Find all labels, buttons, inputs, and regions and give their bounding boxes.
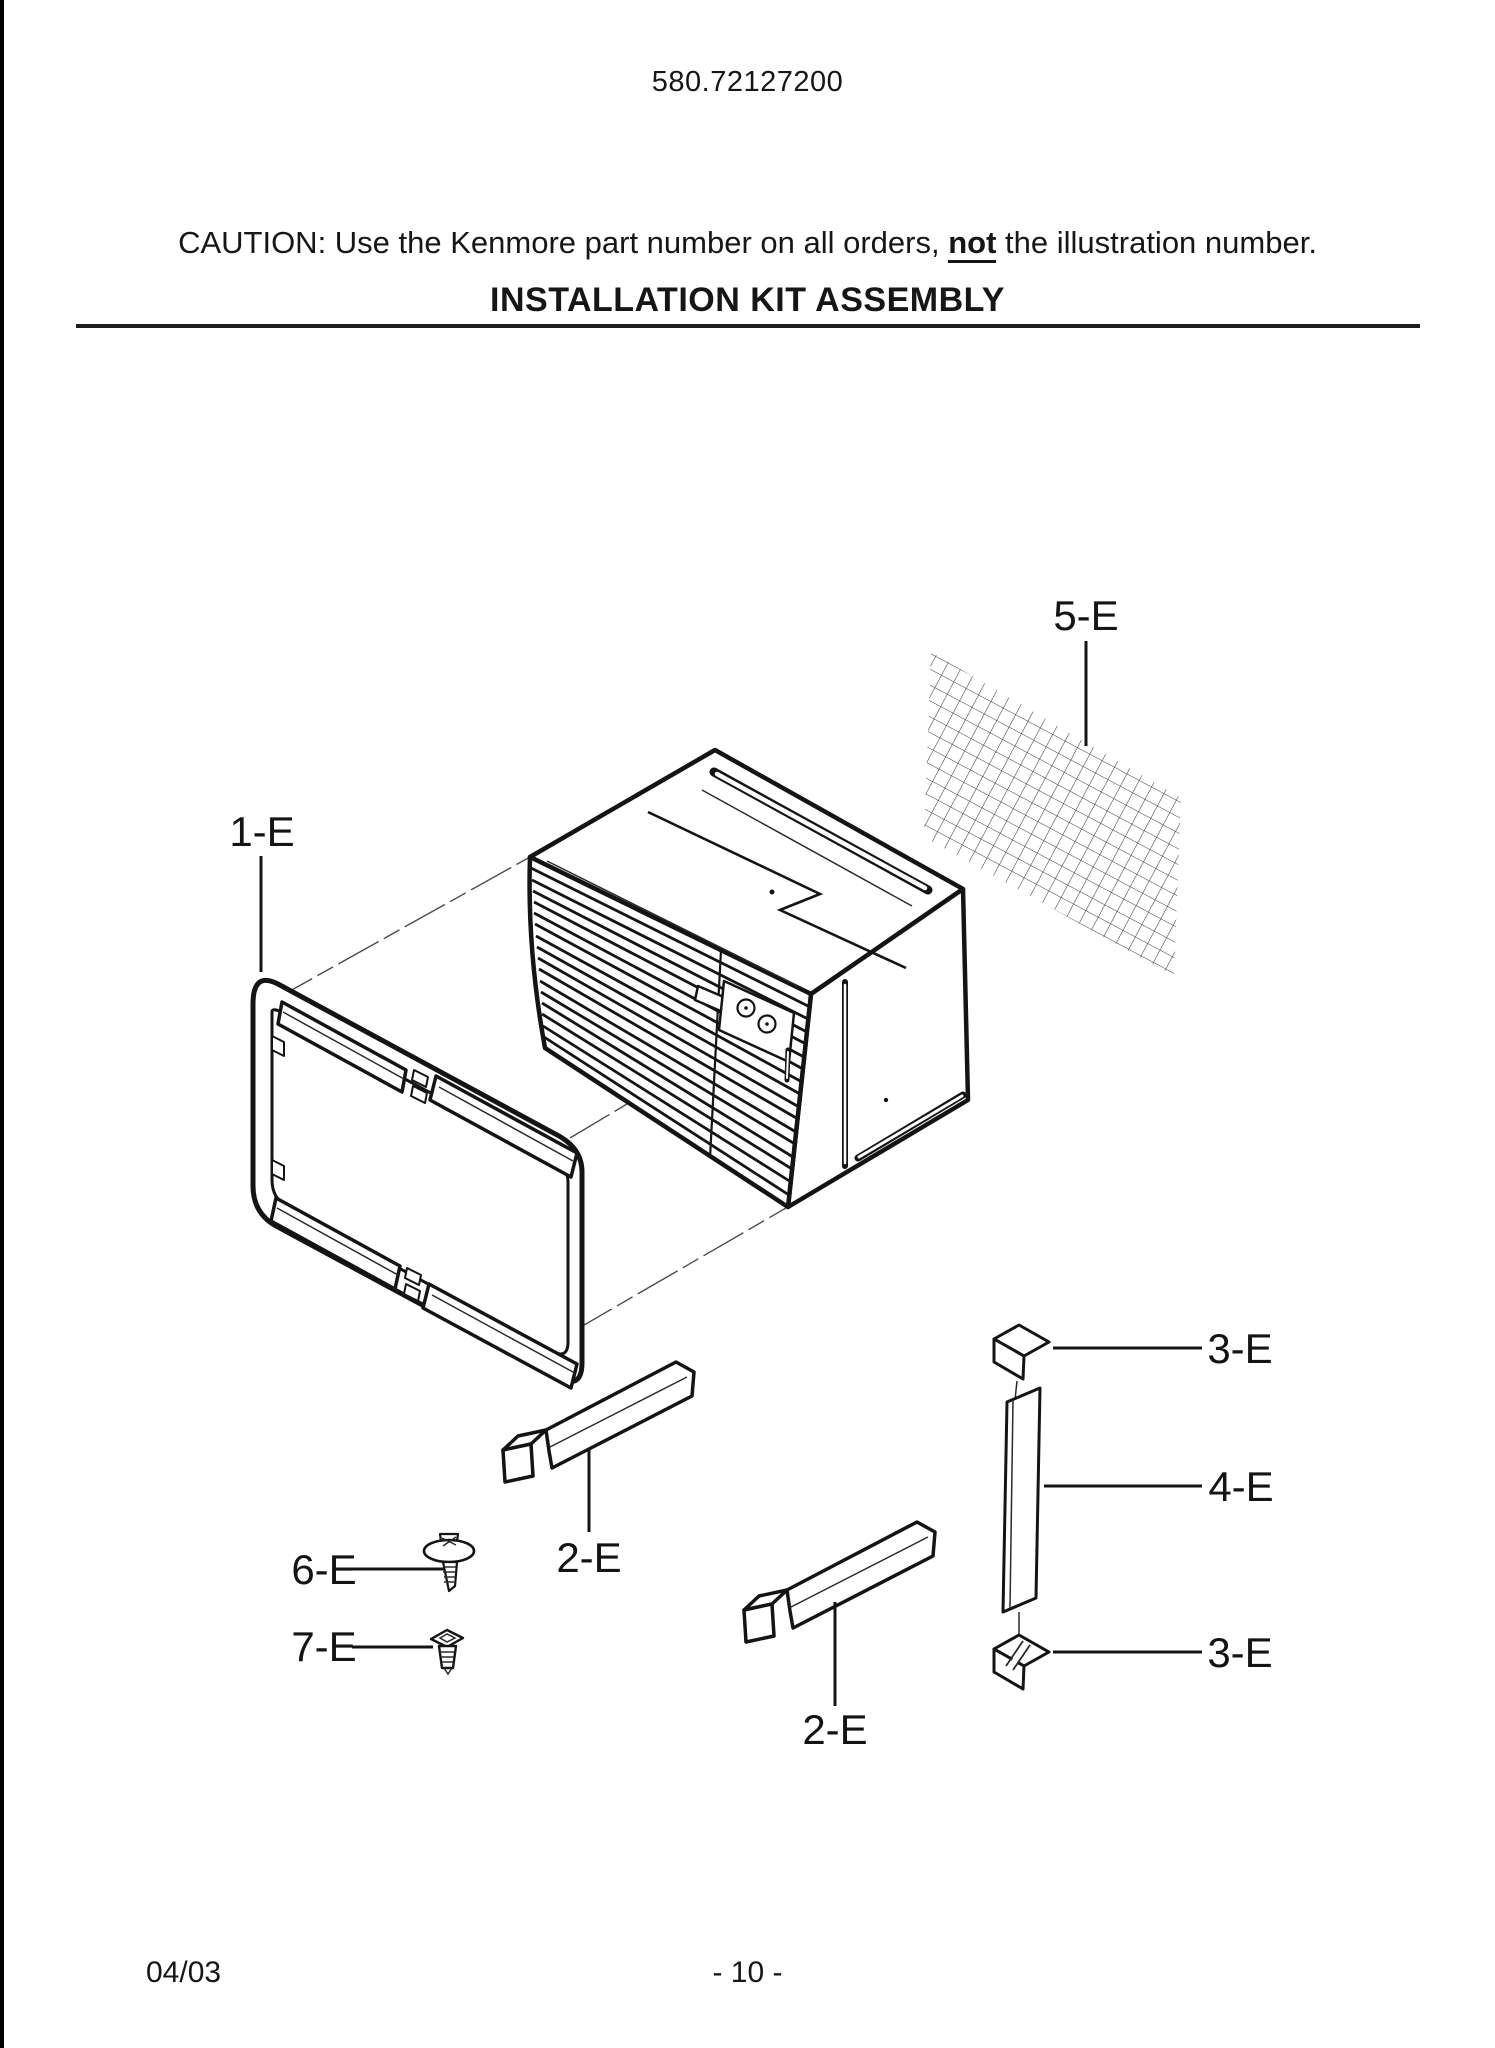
callout-label-7e: 7-E <box>291 1623 357 1670</box>
mounting-screw-drawing <box>424 1534 474 1591</box>
window-frame-drawing <box>253 980 582 1388</box>
callout-label-3e-upper: 3-E <box>1207 1325 1273 1372</box>
footer-page-number: - 10 - <box>712 1956 783 1989</box>
callout-label-6e: 6-E <box>291 1546 357 1593</box>
callout-label-3e-lower: 3-E <box>1207 1629 1273 1676</box>
foam-block-lower-group <box>994 1635 1049 1689</box>
foam-block-upper <box>994 1325 1049 1379</box>
callout-label-2e-lower: 2-E <box>802 1706 868 1753</box>
footer-date: 04/03 <box>146 1956 222 1989</box>
callout-label-2e-upper: 2-E <box>556 1534 622 1581</box>
callout-label-1e: 1-E <box>229 808 295 855</box>
filler-panel-drawing <box>1003 1381 1040 1638</box>
model-number: 580.72127200 <box>651 66 844 98</box>
caution-text-suffix: the illustration number. <box>996 225 1317 260</box>
caution-emphasis: not <box>948 225 996 263</box>
caution-text-prefix: CAUTION: Use the Kenmore part number on all orders, <box>178 225 949 260</box>
callout-label-4e: 4-E <box>1208 1463 1274 1510</box>
plastic-clip-drawing <box>431 1630 463 1674</box>
page-title: INSTALLATION KIT ASSEMBLY <box>490 281 1005 319</box>
air-conditioner-drawing <box>530 750 968 1207</box>
foam-seal-strip-upper <box>503 1362 694 1482</box>
foam-seal-strip-lower <box>744 1522 935 1642</box>
callout-label-5e: 5-E <box>1053 592 1119 639</box>
